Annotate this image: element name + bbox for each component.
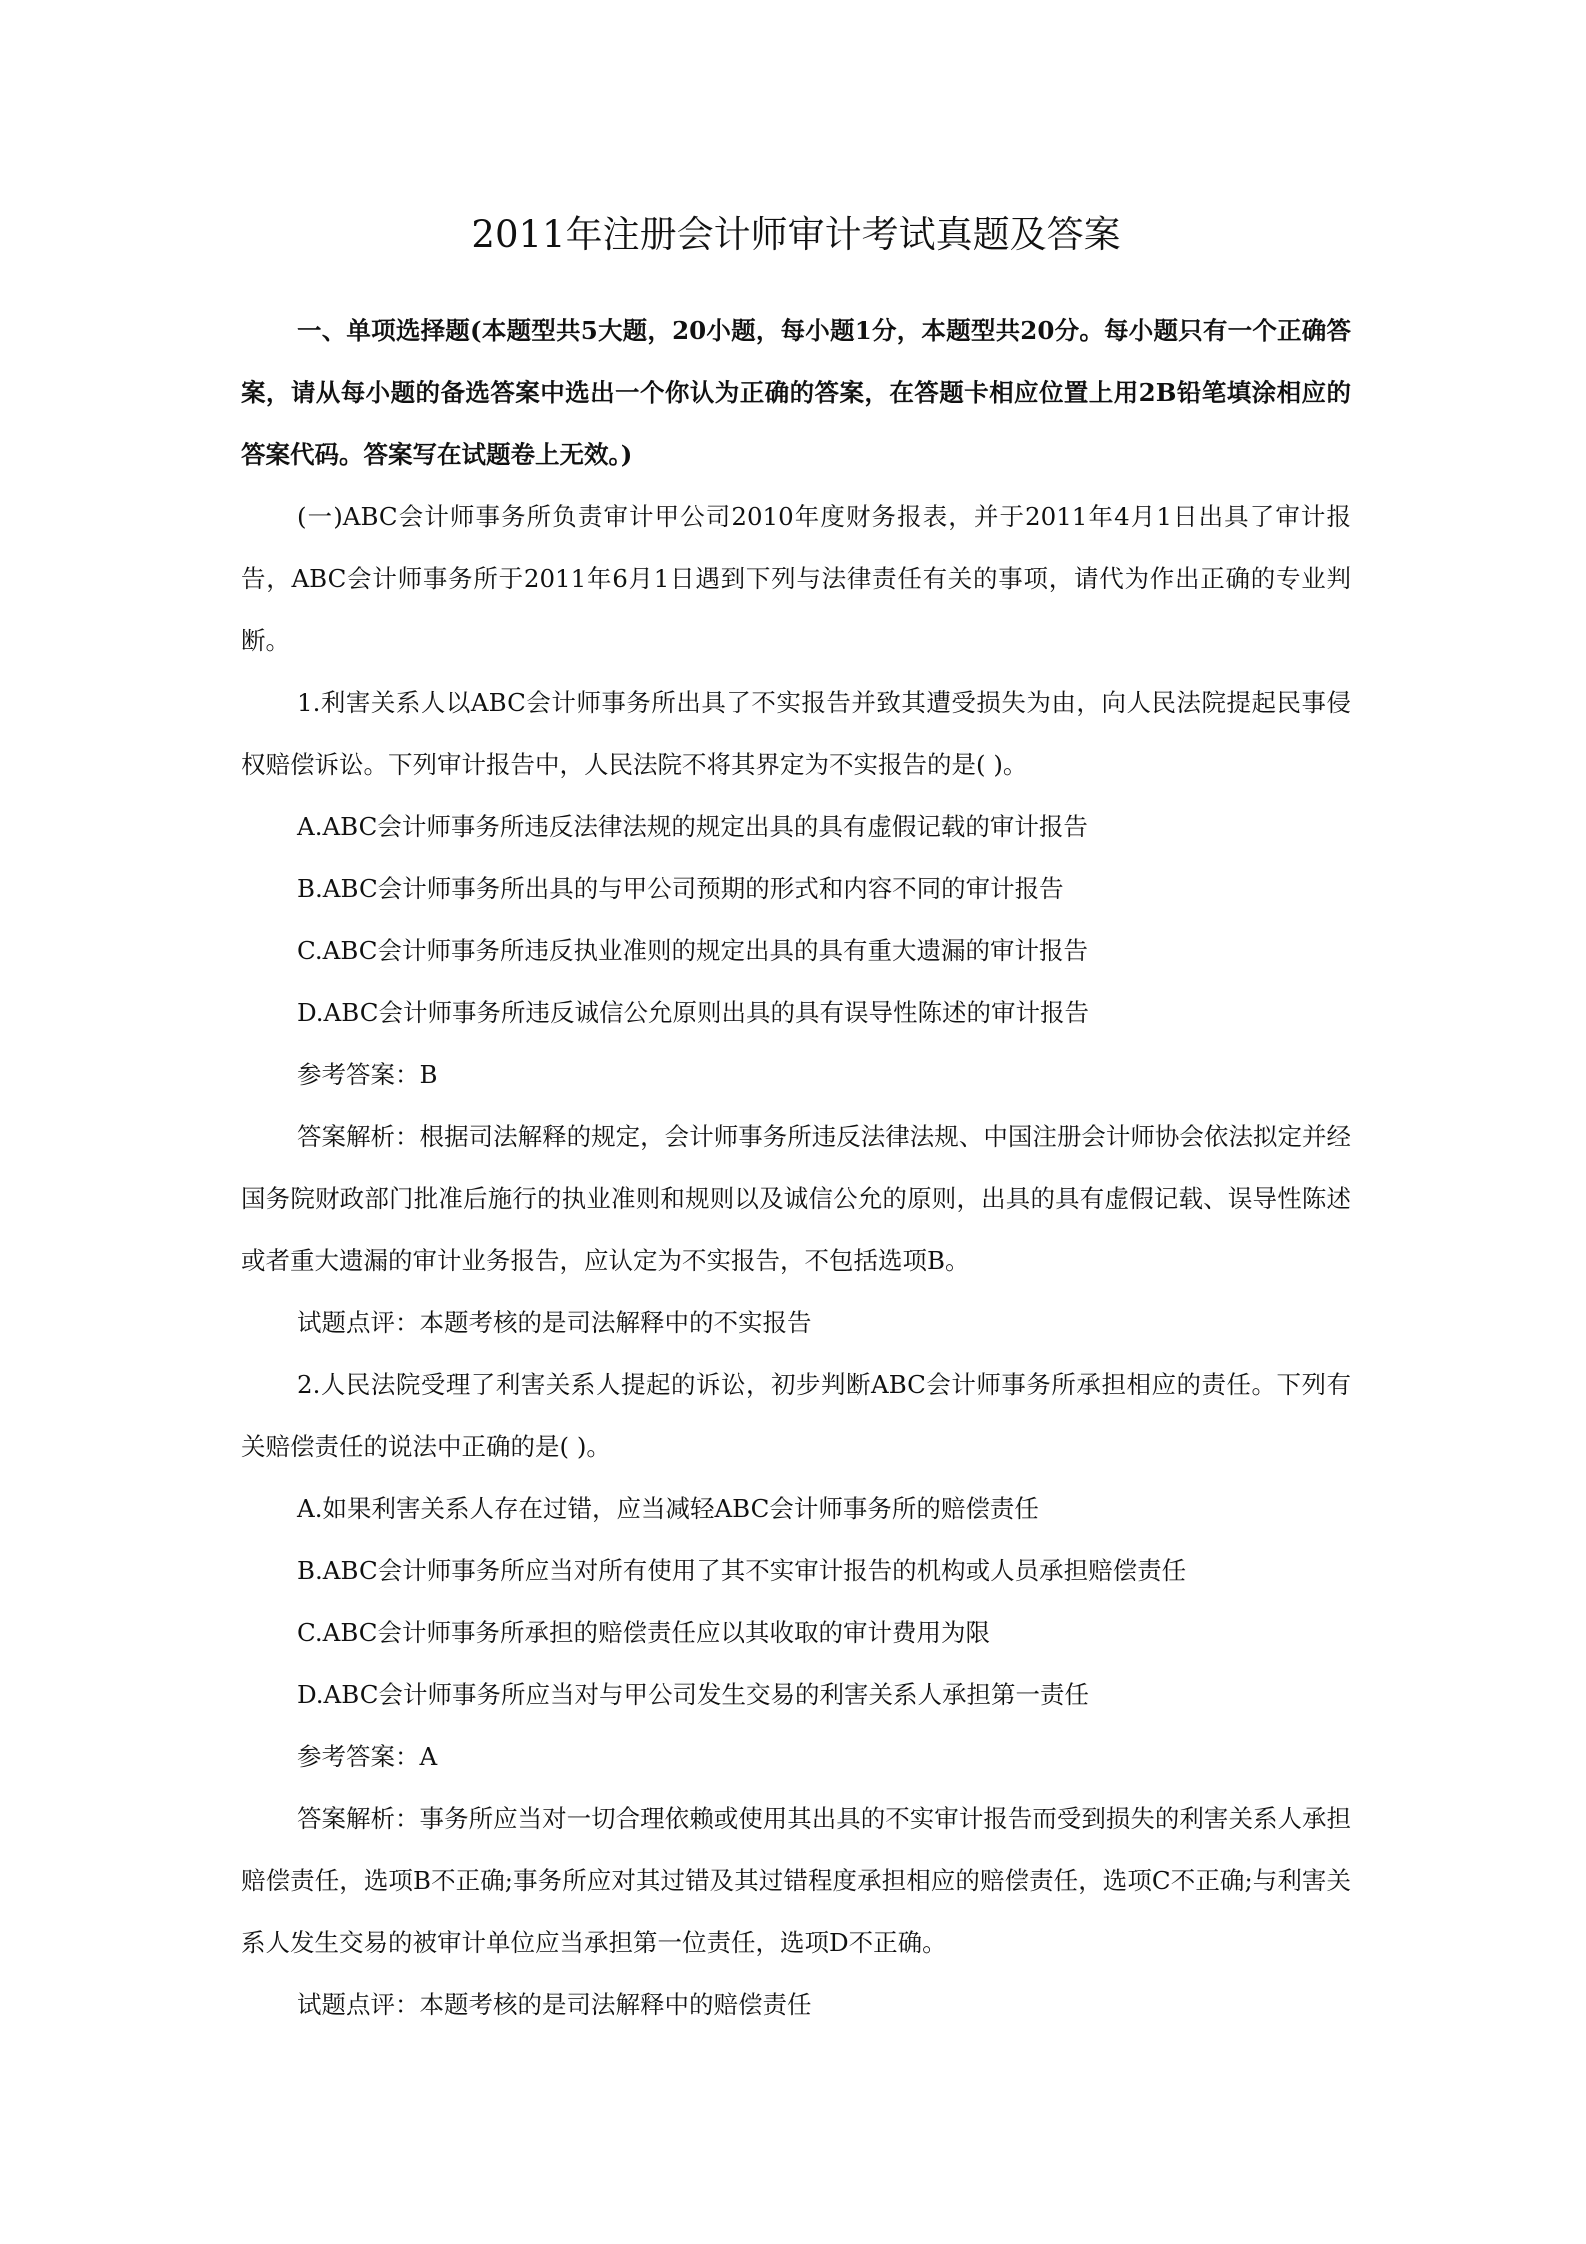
question-1-option-a: A.ABC会计师事务所违反法律法规的规定出具的具有虚假记载的审计报告 <box>297 812 1088 841</box>
document-body <box>241 210 1351 2036</box>
question-1-option-b: B.ABC会计师事务所出具的与甲公司预期的形式和内容不同的审计报告 <box>297 874 1064 903</box>
question-1-option-c: C.ABC会计师事务所违反执业准则的规定出具的具有重大遗漏的审计报告 <box>297 936 1089 965</box>
question-1-answer: 参考答案：B <box>297 1060 438 1089</box>
question-2-option-b: B.ABC会计师事务所应当对所有使用了其不实审计报告的机构或人员承担赔偿责任 <box>297 1556 1187 1585</box>
question-1-comment: 试题点评：本题考核的是司法解释中的不实报告 <box>297 1308 812 1337</box>
case-background: (一)ABC会计师事务所负责审计甲公司2010年度财务报表，并于2011年4月1日出具了审计报告，ABC会计师事务所于2011年6月1日遇到下列与法律责任有关的事项，请代为作出正确的专业判断。 <box>241 502 1351 655</box>
question-1-explanation: 答案解析：根据司法解释的规定，会计师事务所违反法律法规、中国注册会计师协会依法拟定并经国务院财政部门批准后施行的执业准则和规则以及诚信公允的原则，出具的具有虚假记载、误导性陈述或者重大遗漏的审计业务报告，应认定为不实报告，不包括选项B。 <box>241 1122 1351 1275</box>
question-2-option-a: A.如果利害关系人存在过错，应当减轻ABC会计师事务所的赔偿责任 <box>297 1494 1039 1523</box>
question-1-option-d: D.ABC会计师事务所违反诚信公允原则出具的具有误导性陈述的审计报告 <box>297 998 1089 1027</box>
question-2-comment: 试题点评：本题考核的是司法解释中的赔偿责任 <box>297 1990 812 2019</box>
question-1: 1.利害关系人以ABC会计师事务所出具了不实报告并致其遭受损失为由，向人民法院提起民事侵权赔偿诉讼。下列审计报告中，人民法院不将其界定为不实报告的是( )。 <box>241 688 1351 779</box>
question-2-option-d: D.ABC会计师事务所应当对与甲公司发生交易的利害关系人承担第一责任 <box>297 1680 1089 1709</box>
question-2: 2.人民法院受理了利害关系人提起的诉讼，初步判断ABC会计师事务所承担相应的责任。下列有关赔偿责任的说法中正确的是( )。 <box>241 1370 1351 1461</box>
question-2-explanation: 答案解析：事务所应当对一切合理依赖或使用其出具的不实审计报告而受到损失的利害关系人承担赔偿责任，选项B不正确;事务所应对其过错及其过错程度承担相应的赔偿责任，选项C不正确;与利害关系人发生交易的被审计单位应当承担第一位责任，选项D不正确。 <box>241 1804 1351 1957</box>
question-2-answer: 参考答案：A <box>297 1742 438 1771</box>
question-2-option-c: C.ABC会计师事务所承担的赔偿责任应以其收取的审计费用为限 <box>297 1618 991 1647</box>
document-title: 2011年注册会计师审计考试真题及答案 <box>471 213 1121 256</box>
section-instructions: 一、单项选择题(本题型共5大题，20小题，每小题1分，本题型共20分。每小题只有一个正确答案，请从每小题的备选答案中选出一个你认为正确的答案，在答题卡相应位置上用2B铅笔填涂相应的答案代码。答案写在试题卷上无效。) <box>241 316 1351 469</box>
